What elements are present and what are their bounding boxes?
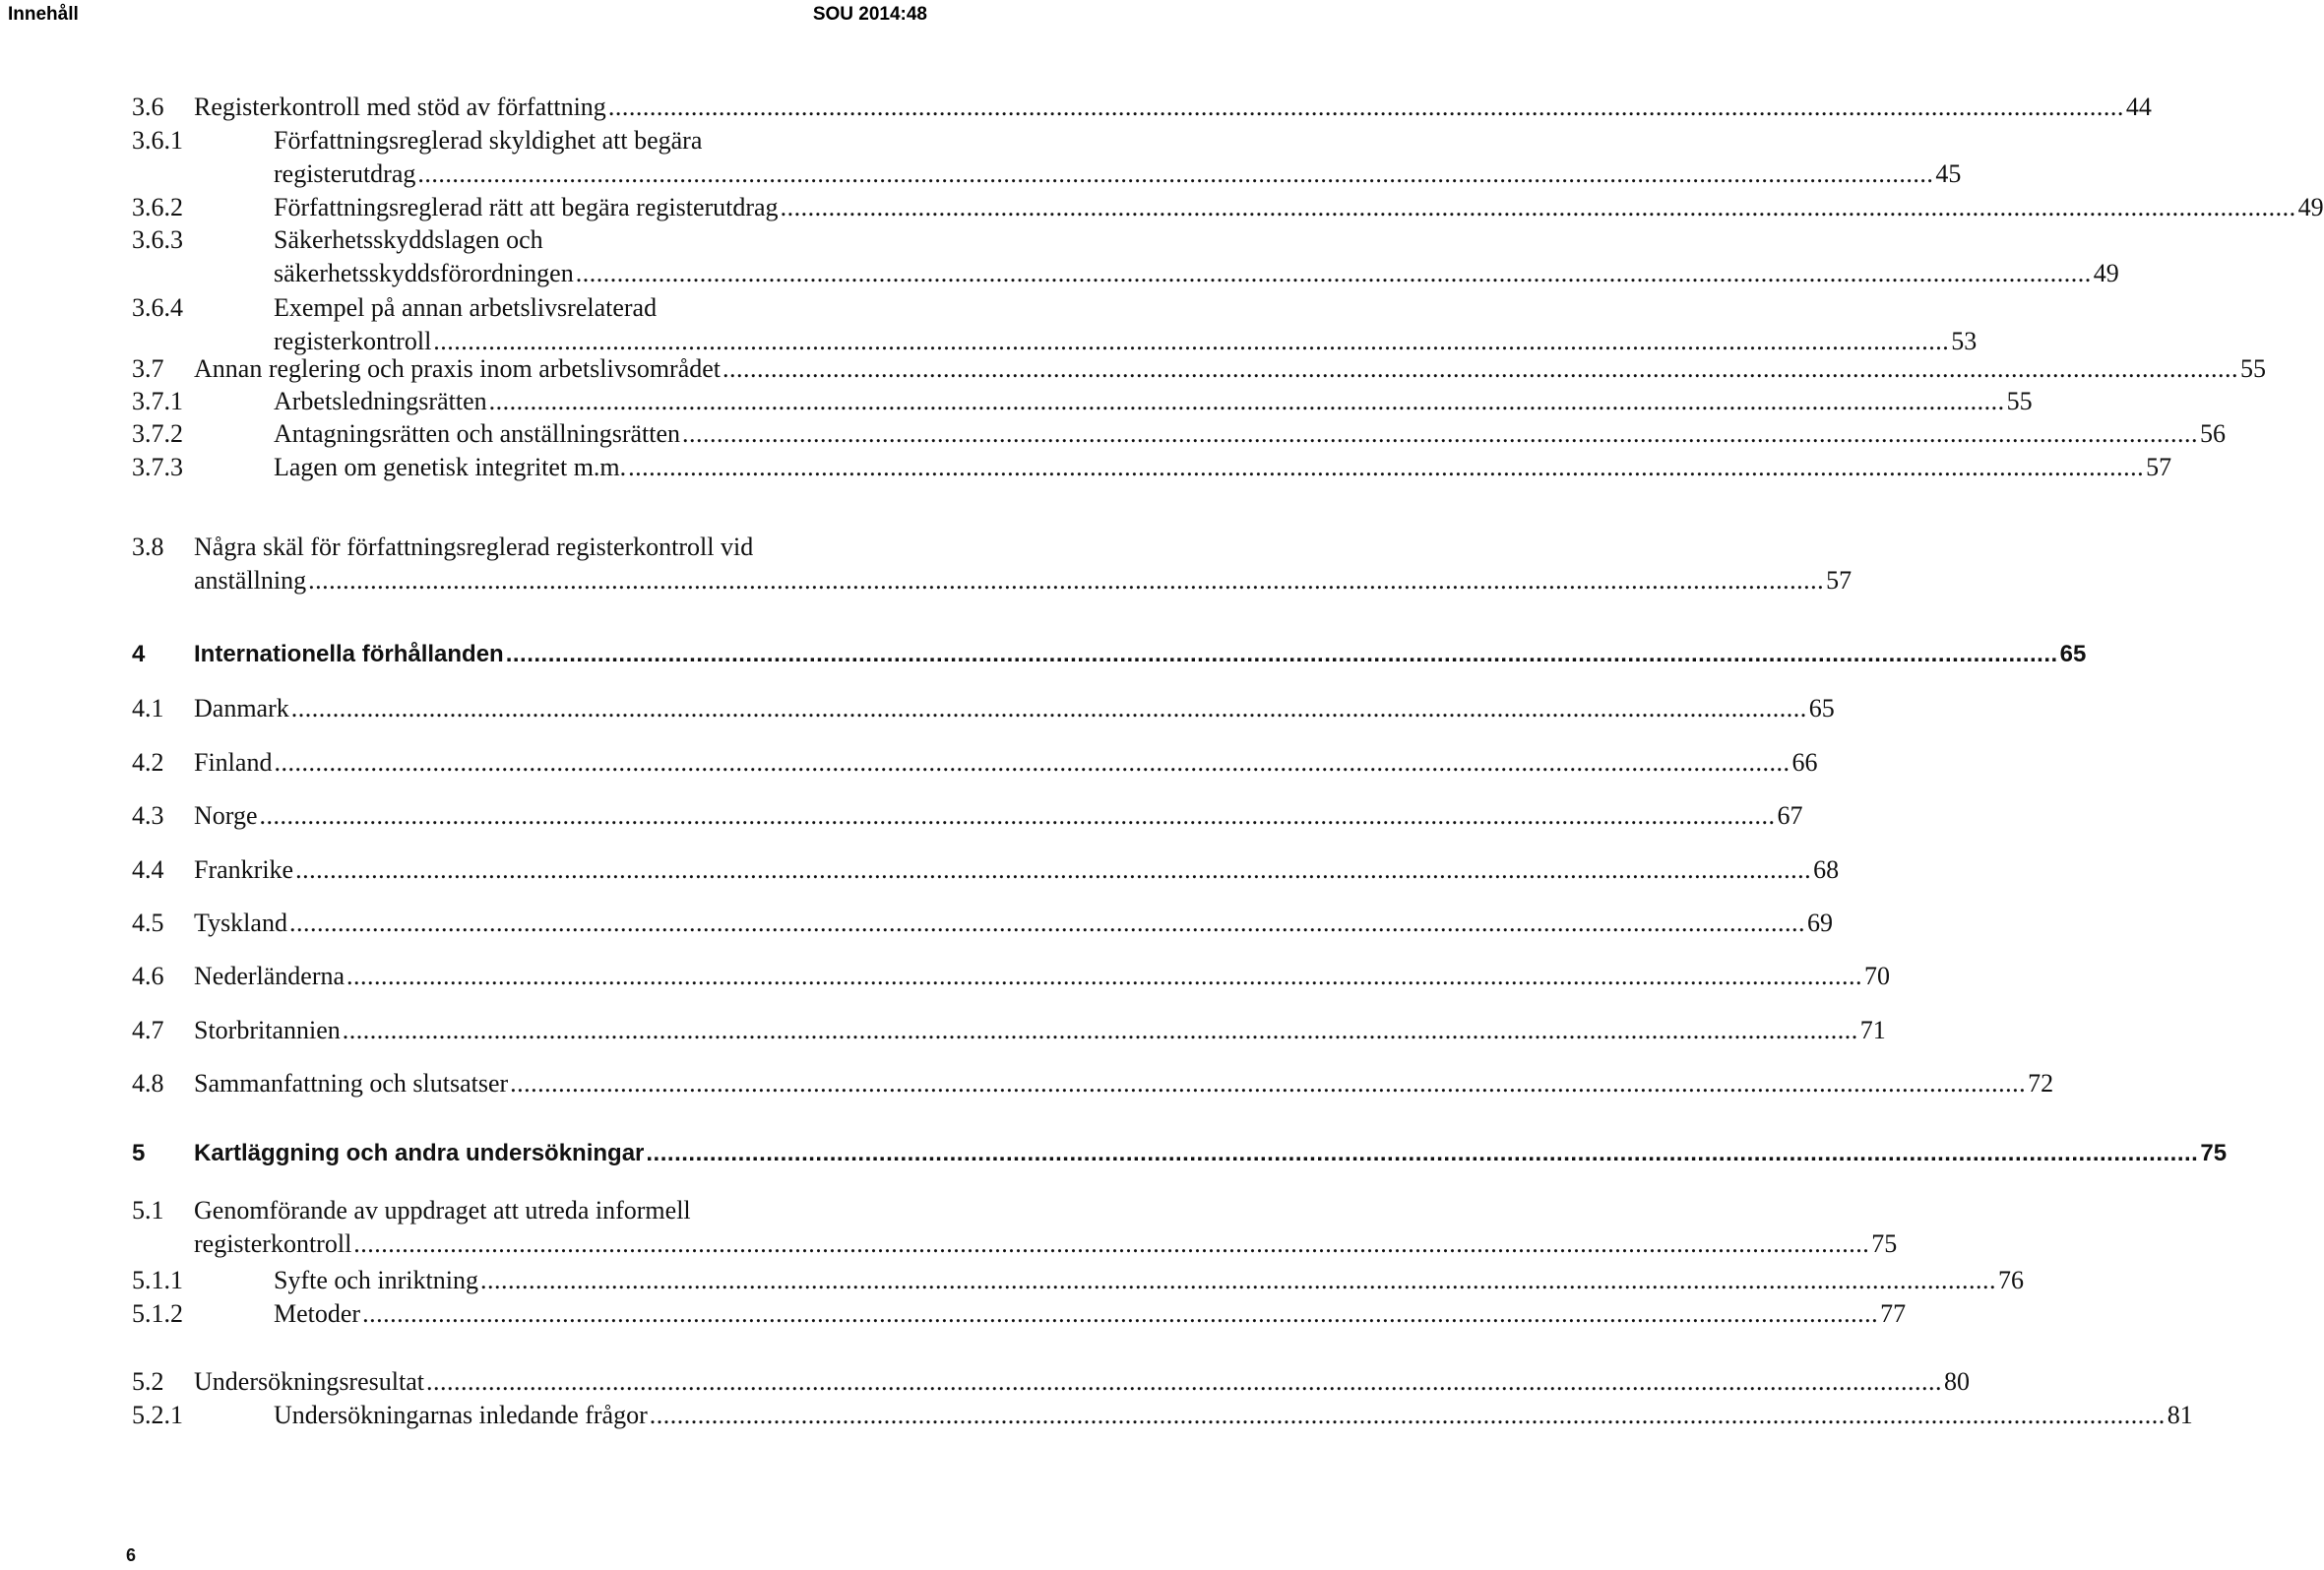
toc-entry-title[interactable]: Internationella förhållanden [194,641,504,667]
toc-entry-title[interactable]: Tyskland [194,909,287,937]
toc-section-row[interactable] [0,907,1833,940]
toc-page-number[interactable]: 45 [1935,159,1962,188]
toc-page-number[interactable]: 69 [1806,909,1833,937]
header-section-label: Innehåll [8,4,79,25]
toc-entry-line [194,1137,2228,1170]
dot-leader: ............................................................................................................................................................................................................................ [259,801,1776,830]
toc-entry-title[interactable]: registerkontroll [194,1229,352,1258]
toc-section-row[interactable] [0,417,2227,451]
toc-entry-title[interactable]: Arbetsledningsrätten [274,387,487,415]
toc-section-number: 4.6 [132,962,164,990]
toc-section-number: 4.5 [132,909,164,937]
toc-entry-title[interactable]: Storbritannien [194,1016,341,1044]
toc-entry-line [274,417,2227,451]
toc-entry-line [274,1399,2193,1432]
toc-section-row[interactable] [0,223,945,257]
toc-section-number: 3.6.1 [132,126,183,155]
toc-section-number: 3.7.3 [132,453,183,481]
dot-leader: ............................................................................................................................................................................................................................ [433,327,1950,355]
toc-continuation-row[interactable] [0,157,1962,191]
toc-section-number: 4.4 [132,855,164,884]
dot-leader: ............................................................................................................................................................................................................................ [607,93,2124,121]
toc-entry-line [194,91,2152,124]
dot-leader: ............................................................................................................................................................................................................................ [505,641,2058,667]
page-number: 6 [126,1545,137,1565]
toc-section-number: 3.7.1 [132,387,183,415]
dot-leader: ............................................................................................................................................................................................................................ [346,962,1863,990]
toc-section-row[interactable] [0,352,2267,386]
toc-section-row[interactable] [0,531,945,564]
toc-entry-line [274,157,1962,191]
toc-continuation-row[interactable] [0,564,1853,597]
toc-entry-title[interactable]: Undersökningarnas inledande frågor [274,1401,648,1429]
toc-section-row[interactable] [0,692,1835,725]
toc-section-row[interactable] [0,1264,2024,1297]
toc-entry-line [274,385,2033,418]
toc-page-number[interactable]: 44 [2125,93,2152,121]
toc-page-number[interactable]: 57 [2146,453,2172,481]
toc-entry-line [194,853,1840,887]
toc-entry-title[interactable]: Syfte och inriktning [274,1266,478,1294]
toc-entry-title[interactable]: Antagningsrätten och anställningsrätten [274,419,681,448]
toc-section-number: 5.1.2 [132,1299,183,1328]
toc-entry-title[interactable]: Danmark [194,694,289,722]
toc-section-row[interactable] [0,960,1891,993]
toc-page-number[interactable]: 70 [1864,962,1891,990]
toc-entry-title[interactable]: Kartläggning och andra undersökningar [194,1140,645,1166]
toc-page-number[interactable]: 72 [2028,1069,2054,1098]
toc-entry-title[interactable]: anställning [194,566,307,595]
dot-leader: ............................................................................................................................................................................................................................ [646,1140,2199,1166]
toc-entry-title[interactable]: Frankrike [194,855,294,884]
toc-entry-title[interactable]: Finland [194,748,273,777]
toc-continuation-row[interactable] [0,257,2119,290]
toc-section-row[interactable] [0,191,2324,224]
toc-page-number[interactable]: 57 [1826,566,1853,595]
toc-section-number: 3.6.4 [132,293,183,322]
toc-entry-title[interactable]: Undersökningsresultat [194,1367,424,1396]
toc-section-number: 5.2.1 [132,1401,183,1429]
toc-page-number[interactable]: 67 [1777,801,1803,830]
dot-leader: ............................................................................................................................................................................................................................ [274,748,1790,777]
toc-entry-title[interactable]: Lagen om genetisk integritet m.m. [274,453,627,481]
toc-section-number: 4.7 [132,1016,164,1044]
toc-section-row[interactable] [0,1297,1907,1331]
toc-page-number[interactable]: 65 [1808,694,1835,722]
toc-entry-title[interactable]: Nederländerna [194,962,345,990]
toc-section-row[interactable] [0,1067,2054,1100]
toc-entry-title[interactable]: Några skäl för författningsreglerad registerkontroll vid [194,533,754,561]
dot-leader: ............................................................................................................................................................................................................................ [417,159,1934,188]
toc-page-number[interactable]: 49 [2297,193,2324,221]
toc-entry-line [194,746,1818,780]
toc-page-number[interactable]: 81 [2167,1401,2193,1429]
dot-leader: ............................................................................................................................................................................................................................ [288,909,1805,937]
toc-entry-line [194,907,1833,940]
toc-section-row[interactable] [0,385,2033,418]
toc-entry-title[interactable]: Författningsreglerad rätt att begära registerutdrag [274,193,779,221]
dot-leader: ............................................................................................................................................................................................................................ [295,855,1812,884]
toc-entry-line [194,960,1891,993]
dot-leader: ............................................................................................................................................................................................................................ [290,694,1807,722]
toc-section-row[interactable] [0,124,945,157]
dot-leader: ............................................................................................................................................................................................................................ [308,566,1825,595]
toc-entry-title[interactable]: Sammanfattning och slutsatser [194,1069,509,1098]
toc-entry-title[interactable]: Säkerhetsskyddslagen och [274,225,543,254]
toc-page-number[interactable]: 53 [1951,327,1978,355]
toc-section-row[interactable] [0,1014,1886,1047]
toc-section-number: 5.1.1 [132,1266,183,1294]
toc-section-number: 3.6.3 [132,225,183,254]
toc-section-number: 5.1 [132,1196,164,1225]
toc-entry-line [194,692,1835,725]
dot-leader: ............................................................................................................................................................................................................................ [682,419,2199,448]
toc-section-number: 3.8 [132,533,164,561]
toc-entry-line [274,1297,1907,1331]
toc-section-row[interactable] [0,91,2152,124]
toc-page-number[interactable]: 56 [2200,419,2227,448]
dot-leader: ............................................................................................................................................................................................................................ [510,1069,2027,1098]
toc-entry-title[interactable]: Författningsreglerad skyldighet att begära [274,126,703,155]
toc-section-number: 3.6.2 [132,193,183,221]
toc-page-number[interactable]: 55 [2006,387,2033,415]
toc-page-number[interactable]: 55 [2240,354,2267,383]
toc-page-number[interactable]: 80 [1943,1367,1970,1396]
dot-leader: ............................................................................................................................................................................................................................ [342,1016,1858,1044]
toc-entry-title[interactable]: säkerhetsskyddsförordningen [274,259,574,287]
toc-entry-line [274,451,2172,484]
toc-entry-line [194,564,1853,597]
toc-page-number[interactable]: 68 [1813,855,1840,884]
toc-entry-title[interactable]: registerutdrag [274,159,416,188]
toc-entry-line [194,1227,1898,1261]
toc-entry-title[interactable]: Genomförande av uppdraget att utreda informell [194,1196,691,1225]
toc-section-number: 3.7 [132,354,164,383]
toc-entry-title[interactable]: Annan reglering och praxis inom arbetslivsområdet [194,354,722,383]
toc-chapter-row[interactable] [0,1137,2228,1170]
toc-entry-line [274,257,2119,290]
toc-entry-line [194,1067,2054,1100]
toc-section-number: 5 [132,1140,146,1166]
header-report-id: SOU 2014:48 [812,4,927,25]
dot-leader: ............................................................................................................................................................................................................................ [575,259,2092,287]
toc-continuation-row[interactable] [0,1227,1898,1261]
toc-entry-line [274,191,2324,224]
toc-page-number[interactable]: 71 [1859,1016,1886,1044]
toc-entry-line [194,1365,1970,1399]
toc-page-number[interactable]: 49 [2093,259,2119,287]
toc-section-row[interactable] [0,1399,2193,1432]
toc-section-row[interactable] [0,1194,945,1227]
toc-entry-title[interactable]: Metoder [274,1299,361,1328]
toc-page-number[interactable]: 75 [2200,1140,2228,1166]
dot-leader: ............................................................................................................................................................................................................................ [425,1367,1942,1396]
toc-section-row[interactable] [0,451,2172,484]
dot-leader: ............................................................................................................................................................................................................................ [649,1401,2166,1429]
toc-section-number: 4.1 [132,694,164,722]
dot-leader: ............................................................................................................................................................................................................................ [488,387,2005,415]
toc-section-number: 5.2 [132,1367,164,1396]
toc-section-row[interactable] [0,799,1803,833]
toc-entry-line [194,1014,1886,1047]
toc-section-number: 4.3 [132,801,164,830]
dot-leader: ............................................................................................................................................................................................................................ [362,1299,1879,1328]
dot-leader: ............................................................................................................................................................................................................................ [722,354,2239,383]
toc-page-number[interactable]: 66 [1791,748,1818,777]
toc-entry-title[interactable]: registerkontroll [274,327,432,355]
toc-page-number[interactable]: 76 [1997,1266,2024,1294]
toc-page-number[interactable]: 65 [2059,641,2087,667]
toc-section-row[interactable] [0,746,1818,780]
toc-entry-title[interactable]: Registerkontroll med stöd av författning [194,93,606,121]
toc-entry-line [194,352,2267,386]
toc-page-number[interactable]: 77 [1880,1299,1907,1328]
toc-section-number: 4.8 [132,1069,164,1098]
dot-leader: ............................................................................................................................................................................................................................ [353,1229,1870,1258]
toc-section-number: 3.7.2 [132,419,183,448]
toc-section-row[interactable] [0,1365,1970,1399]
toc-entry-title[interactable]: Exempel på annan arbetslivsrelaterad [274,293,658,322]
dot-leader: ............................................................................................................................................................................................................................ [479,1266,1996,1294]
toc-entry-line [194,799,1803,833]
toc-page-number[interactable]: 75 [1871,1229,1898,1258]
toc-section-number: 4 [132,641,146,667]
toc-section-row[interactable] [0,291,945,325]
toc-section-number: 4.2 [132,748,164,777]
toc-section-number: 3.6 [132,93,164,121]
toc-entry-line [274,1264,2024,1297]
dot-leader: ............................................................................................................................................................................................................................ [780,193,2296,221]
toc-section-row[interactable] [0,853,1840,887]
toc-entry-line [194,638,2087,671]
toc-entry-title[interactable]: Norge [194,801,258,830]
dot-leader: ............................................................................................................................................................................................................................ [628,453,2145,481]
toc-chapter-row[interactable] [0,638,2087,671]
